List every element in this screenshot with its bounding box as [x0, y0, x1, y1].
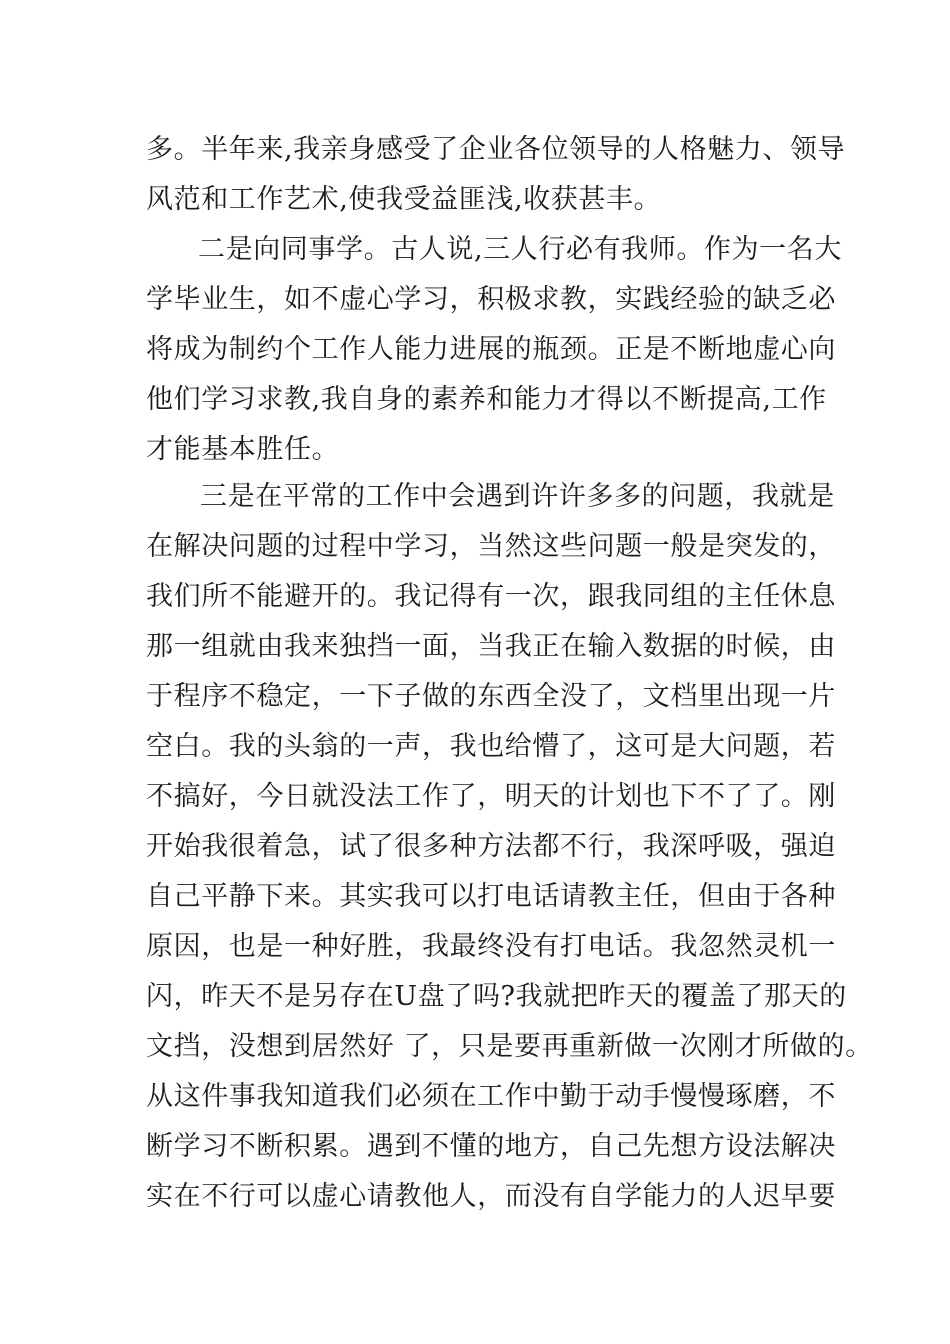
text-line: 那一组就由我来独挡一面，当我正在输入数据的时候，由: [146, 631, 836, 662]
text-line: 风范和工作艺术,使我受益匪浅,收获甚丰。: [146, 184, 662, 215]
text-line: 将成为制约个工作人能力进展的瓶颈。正是不断地虚心向: [146, 334, 836, 365]
text-line: 原因，也是一种好胜，我最终没有打电话。我忽然灵机一: [146, 931, 836, 962]
paragraph-start-line: 二是向同事学。古人说,三人行必有我师。作为一名大: [198, 234, 842, 265]
paragraph-start-line: 三是在平常的工作中会遇到许许多多的问题，我就是: [200, 481, 835, 512]
text-line: 文挡，没想到居然好 了，只是要再重新做一次刚才所做的。: [146, 1031, 873, 1062]
text-line: 空白。我的头翁的一声，我也给懵了，这可是大问题，若: [146, 731, 836, 762]
text-line: 他们学习求教,我自身的素养和能力才得以不断提高,工作: [146, 384, 827, 415]
text-line: 多。半年来,我亲身感受了企业各位领导的人格魅力、领导: [146, 134, 846, 165]
text-line: 从这件事我知道我们必须在工作中勤于动手慢慢琢磨，不: [146, 1081, 836, 1112]
text-line: 实在不行可以虚心请教他人，而没有自学能力的人迟早要: [146, 1181, 836, 1212]
text-line: 我们所不能避开的。我记得有一次，跟我同组的主任休息: [146, 581, 836, 612]
text-line: 自己平静下来。其实我可以打电话请教主任，但由于各种: [146, 881, 836, 912]
text-line: 闪，昨天不是另存在U盘了吗?我就把昨天的覆盖了那天的: [146, 981, 847, 1012]
text-line: 不搞好，今日就没法工作了，明天的计划也下不了了。刚: [146, 781, 836, 812]
text-line: 学毕业生，如不虚心学习，积极求教，实践经验的缺乏必: [146, 284, 836, 315]
text-line: 开始我很着急，试了很多种方法都不行，我深呼吸，强迫: [146, 831, 836, 862]
text-line: 在解决问题的过程中学习，当然这些问题一般是突发的，: [146, 531, 836, 562]
text-line: 断学习不断积累。遇到不懂的地方，自己先想方设法解决: [146, 1131, 836, 1162]
text-line: 于程序不稳定，一下子做的东西全没了，文档里出现一片: [146, 681, 836, 712]
text-line: 才能基本胜任。: [146, 434, 340, 465]
